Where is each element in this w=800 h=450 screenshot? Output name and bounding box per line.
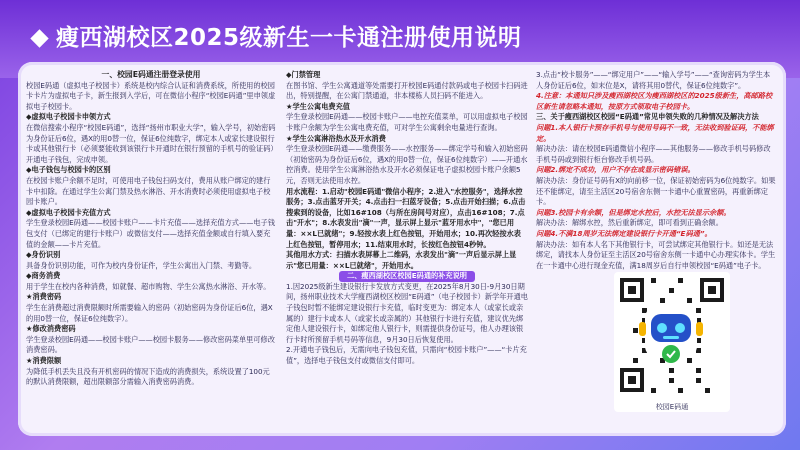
paragraph: 学生在消费超过消费限额时所需要输入的密码（初始密码为身份证后6位，遇X的用0替一位，保证6位纯数字）。 [26,303,273,323]
qr-caption: 校园E码通 [655,403,689,411]
section-heading: ◆虚拟电子校园卡充值方式 [26,207,111,217]
section-heading: ◆门禁管理 [286,70,321,79]
paragraph: 学生登录校园E码通——校园卡账户——校园卡服务——修改密码菜单里可修改消费密码。 [26,334,275,355]
qr-module [678,388,683,393]
paragraph: 学生登录校园E码通——缴费服务——水控服务——绑定学号和输入初始密码（初始密码为身份证后6位，遇X的用0替一位，保证6位纯数字）——开通水控消费。使用学生公寓淋浴热水及开水必须保证电子虚拟校园卡账户余额5元，否则无法使用水控。 [286,144,528,185]
paragraph: 为降低手机丢失且没有开机密码的情况下造成的消费损失，系统设置了100元的默认消费限额，超出限额部分需输入消费密码消费。 [26,366,270,387]
paragraph: 校园E码通（虚拟电子校园卡）系统是校内综合认证和消费系统，所使用的校园卡卡片为虚拟电子卡，新生报到入学后，可在微信小程序“校园E码通”里申领虚拟电子校园卡。 [26,80,276,111]
section-heading: ★学生公寓电费充值 [286,101,350,111]
section-heading: 其他用水方式：扫描水表屏幕上二维码，水表发出"滴"一声后显示屏上显示"您已用量：××L已就绪"，开始用水。 [286,250,517,270]
section-banner [286,271,528,282]
qr-module [669,378,674,383]
paragraph: 解决办法：身份证号码有X的向前移一位，保证初始密码为6位纯数字。如果还不能绑定，请至主活区20号宿舍东侧一卡通中心重置密码，再重新绑定卡。 [536,175,776,207]
section-heading: ★修改消费密码 [26,324,76,334]
section-heading: ◆虚拟电子校园卡申领方式 [26,112,111,122]
highlight-note: 问题1.本人银行卡预存手机号与使用号码不一致，无法收到验证码，不能绑定。 [536,122,774,143]
paragraph: 1.因2025级新生建设银行卡发放方式变更，在2025年8月30日-9月30日期间，扬州职业技术大学瘦西湖校区校园“E码通”（电子校园卡）新学年开通电子钱包时暂不能绑定建设银行卡充值，临时变更为：绑定本人（或家长或亲属的）建行卡或本人（或家长或亲属的）其他银行卡进行充值，建议优先绑定他人建设银行卡，如绑定他人银行卡，则需提供身份证号，他人办理该银行卡时所预留手机号码等信息，9月30日后恢复使用。 [286,281,528,344]
section-heading: ★学生公寓淋浴热水及开水消费 [286,133,386,143]
banner-label: 二、瘦西湖校区校园E码通的补充说明 [339,271,475,282]
paragraph: 解决办法：解绑水控，然后重新绑定，即可看到正确余额。 [536,218,723,228]
qr-module [705,388,710,393]
column-right [536,70,776,270]
section-heading: ◆电子钱包与校园卡的区别 [26,165,111,175]
column-left [26,70,276,432]
highlight-note: 问题2.绑定不成功，用户不存在或显示密码错误。 [536,165,695,175]
mascot-robot-icon [631,292,711,372]
section-heading: ◆商务消费 [26,271,61,281]
paragraph: 3.点击“校卡服务”——“绑定用户”——“输入学号”——“查询密码为学生本人身份证后6位，如末位是X，请将其用0替代，保证6位纯数字”。 [536,70,771,90]
section-heading: 用水流程：1.启动"校园E码通"微信小程序；2.进入"水控服务"，选择水控服务；3.点击蓝牙开关；4.点击扫一扫蓝牙设备；5.点击开始扫描；6.点击搜索到的设备，比如16#108（与所在房间号对应），点击16#108；7.点击"开水"；8.水表发出"滴"一声，显示屏上显示"蓝牙用水中"，"您已用量：××L已就绪"；9.轻按水表上红色按钮，开始用水；10.再次轻按水表上红色按钮，暂停用水；11.结束用水时，长按红色按钮4秒钟。 [286,186,526,249]
paragraph: 在微信搜索小程序“校园E码通”，选择“扬州市职业大学”，输入学号，初始密码为身份证后6位，遇X的用0替一位，保证6位纯数字，绑定本人或家长建设银行卡或其他银行卡（必须要能收到该银行卡开通时在银行预留的手机号的验证码）开通电子钱包，完成申领。 [26,122,276,164]
qr-module [678,278,683,283]
highlight-note: 问题3.校园卡有余额，但是绑定水控后，水控无法显示余额。 [536,207,731,217]
page-title: 瘦西湖校区2025级新生一卡通注册使用说明 [56,25,522,51]
paragraph: 在图书馆、学生公寓通道等处需要打开校园E码通付款码或电子校园卡扫码进出，特别提醒，在公寓门禁通道，非本楼栋人员扫码不能进入。 [286,80,528,101]
column-middle [286,70,528,432]
qr-module [696,378,701,383]
paragraph: 解决办法：如有本人名下其他银行卡，可尝试绑定其他银行卡。如还是无法绑定，请找本人身份证至主活区20号宿舍东侧一卡通中心办理实体卡。学生在一卡通中心进行现金充值，满18周岁后自行申领校园“E码通”电子卡。 [536,239,776,270]
section-heading: ★消费限额 [26,356,62,366]
section-heading: 三、关于瘦西湖校区校园“E码通”常见申领失败的几种情况及解决方法 [536,112,759,122]
section-heading: ★消费密码 [26,292,62,302]
paragraph: 2.开通电子钱包后，无需向电子钱包充值，只需向“校园卡账户”——“卡片充值”，选择电子钱包支付或微信支付即可。 [286,345,527,366]
highlight-note: 4.注意：本通知只涉及瘦西湖校区为瘦西湖校区的2025级新生，高邮路校区新生请忽略本通知，按原方式领取电子校园卡。 [536,91,773,111]
section-heading: ◆身份识别 [26,250,61,260]
section-title: 一、校园E码通注册登录使用 [101,70,201,79]
paragraph: 学生登录校园E码通——校园卡账户——电控充值菜单，可以用虚拟电子校园卡账户余额为学生公寓电费充值，可对学生公寓剩余电量进行查询。 [286,112,528,132]
highlight-note: 问题4.不满18周岁无法绑定建设银行卡开通“E码通”。 [536,228,712,238]
paragraph: 用于学生在校内各种消费，如就餐、超市购物、学生公寓热水淋浴、开水等。 [26,281,271,291]
paragraph: 学生登录校园E码通——校园卡账户——卡片充值——选择充值方式——电子钱包支付（已绑定的建行卡账户）或微信支付——选择充值金额或自行填入要充值的金额——卡片充值。 [26,218,275,249]
qr-module [651,278,656,283]
paragraph: 具备身份识别功能，可作为校内身份证件，学生公寓出入门禁、考勤等。 [26,260,257,270]
qr-module [651,388,656,393]
paragraph: 解决办法：请在校园E码通微信小程序——其他服务——修改手机号码修改手机号码或到银行柜台修改手机号码。 [536,144,771,164]
paragraph: 在校园卡账户余额不足时，可使用电子钱包扫码支付，费用从账户绑定的建行卡中扣除。在通过学生公寓门禁及热水淋浴、开水消费时必须使用虚拟电子校园卡账户。 [26,175,271,207]
